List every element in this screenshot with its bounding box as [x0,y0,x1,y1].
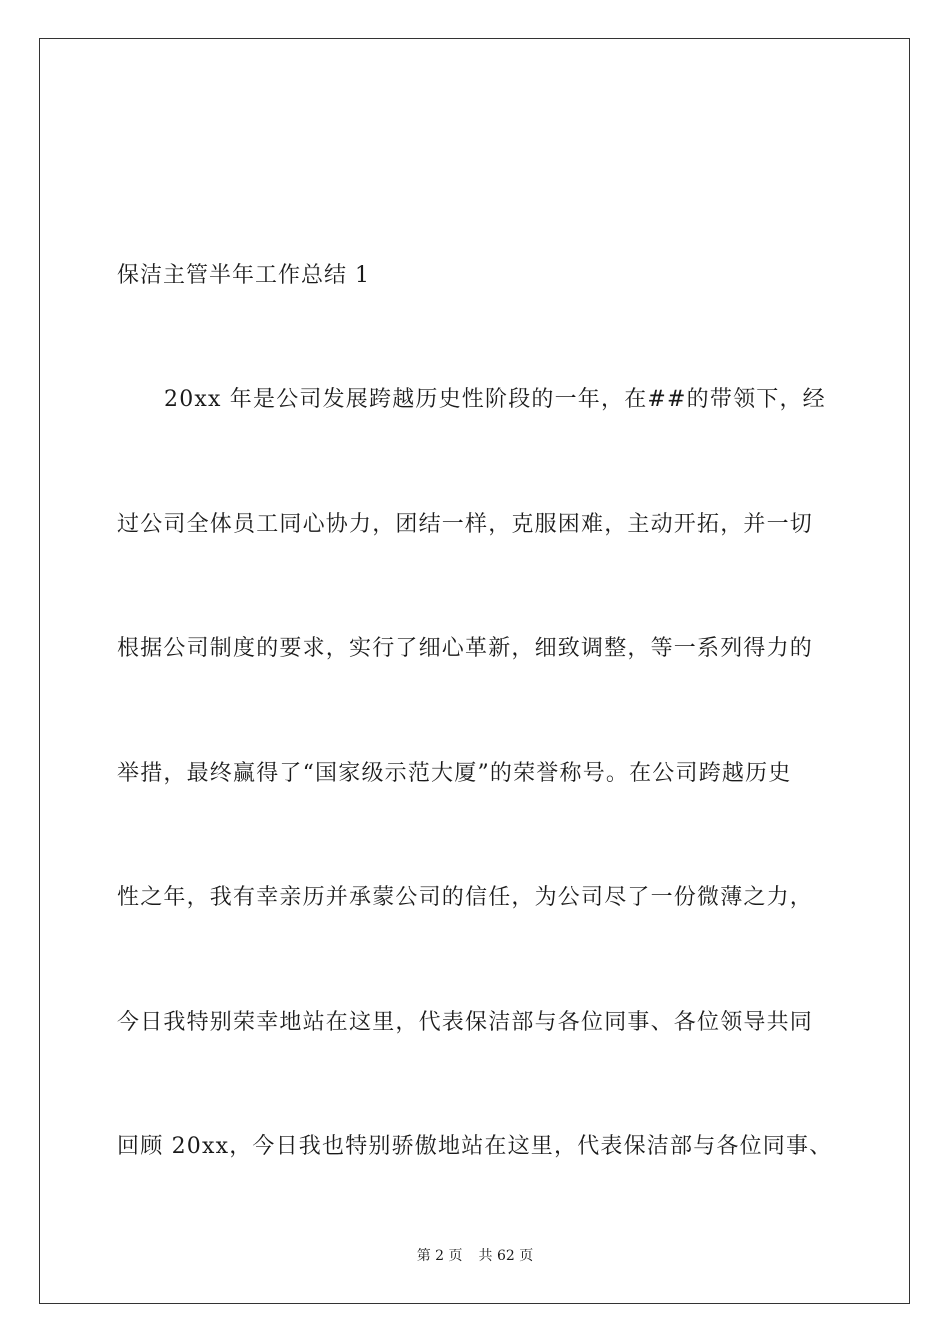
paragraph-line-2: 过公司全体员工同心协力，团结一样，克服困难，主动开拓，并一切 [117,512,814,537]
page-number: 第 2 页 [416,1248,463,1264]
page-footer [0,1246,950,1266]
paragraph-line-6: 今日我特别荣幸地站在这里，代表保洁部与各位同事、各位领导共同 [117,1010,814,1035]
paragraph-line-4: 举措，最终赢得了“国家级示范大厦”的荣誉称号。在公司跨越历史 [117,761,792,786]
paragraph-line-3: 根据公司制度的要求，实行了细心革新，细致调整，等一系列得力的 [117,636,814,661]
page-total: 共 62 页 [478,1248,534,1264]
paragraph-line-5: 性之年，我有幸亲历并承蒙公司的信任，为公司尽了一份微薄之力， [117,885,814,910]
paragraph-line-7: 回顾 20xx，今日我也特别骄傲地站在这里，代表保洁部与各位同事、 [117,1134,833,1159]
page-border [39,38,910,1304]
paragraph-line-1: 20xx 年是公司发展跨越历史性阶段的一年，在##的带领下，经 [164,387,826,412]
document-title: 保洁主管半年工作总结 1 [117,263,370,288]
